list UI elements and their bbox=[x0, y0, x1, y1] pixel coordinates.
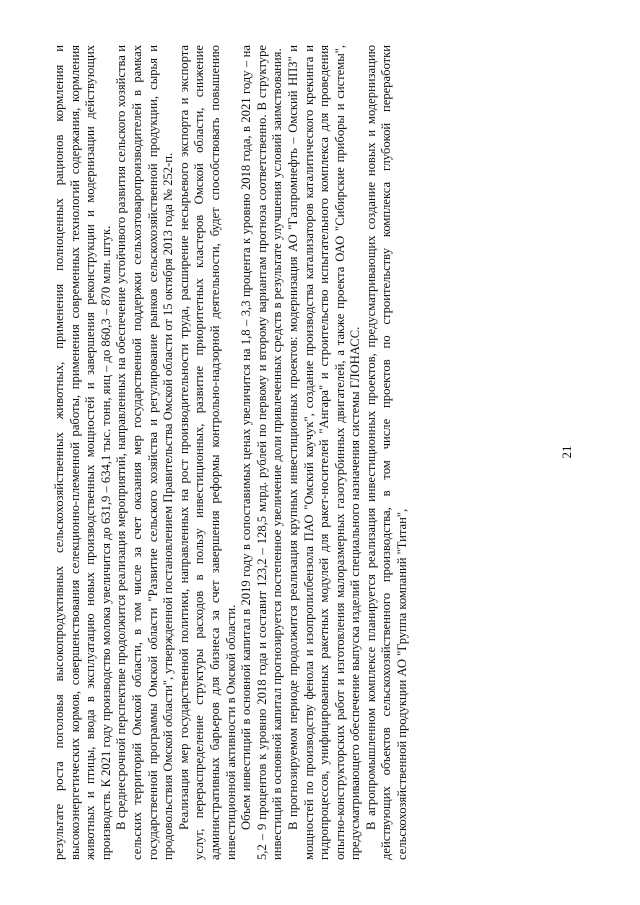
paragraph: результате роста поголовья высокопродуктивных сельскохозяйственных животных, применения полноценных рационов кормления и высокоэнергетических кормов, совершенствования селекционно-племенной работы, применения современных технологий содержания, кормления животных и птицы, ввода в эксплуатацию новых производственных мощностей и завершения реконструкции и модернизации действующих производств. К 2021 году производство молока увеличится до 631,9 – 634,1 тыс. тонн, яиц – до 860,3 – 870 млн. штук. bbox=[52, 45, 113, 860]
document-body bbox=[52, 45, 572, 860]
paragraph: В среднесрочной перспективе продолжится реализация мероприятий, направленных на обеспечение устойчивого развития сельского хозяйства и сельских территорий Омской области, в том числе за счет оказания мер государственной поддержки сельхозтоваропроизводителей в рамках государственной программы Омской области "Развитие сельского хозяйства и регулирование рынков сельскохозяйственной продукции, сырья и продовольствия Омской области", утвержденной постановлением Правительства Омской области от 15 октября 2013 года № 252-п. bbox=[114, 45, 176, 860]
paragraph: В прогнозируемом периоде продолжится реализация крупных инвестиционных проектов: модернизация АО "Газпромнефть – Омский НПЗ" и мощностей по производству фенола и изопропилбензола ПАО "Омский каучук", создание производства катализаторов каталитического крекинга и гидропроцессов, унифицированных ракетных модулей для ракет-носителей "Ангара" и строительство испытательного комплекса для проведения опытно-конструкторских работ и изготовления малоразмерных газотурбинных двигателей, а также проекта ОАО "Сибирские приборы и системы", предусматривающего обеспечение выпуска изделий специального назначения системы ГЛОНАСС. bbox=[285, 45, 363, 860]
paragraph: Объем инвестиций в основной капитал в 2019 году в сопоставимых ценах увеличится на 1,8 – 3,3 процента к уровню 2018 года, в 2021 году – на 5,2 – 9 процентов к уровню 2018 года и составит 123,2 – 128,5 млрд. рублей по первому и второму вариантам прогноза соответственно. В структуре инвестиций в основной капитал прогнозируется постепенное увеличение доли привлеченных средств в результате улучшения условий заимствования. bbox=[239, 45, 285, 860]
rotated-text-block bbox=[52, 45, 572, 860]
page-number: 21 bbox=[559, 445, 574, 459]
paragraph: Реализация мер государственной политики, направленных на рост производительности труда, расширение несырьевого экспорта и экспорта услуг, перераспределение структуры расходов в пользу инвестиционных, развитие приоритетных кластеров Омской области, снижение административных барьеров для бизнеса за счет завершения реформы контрольно-надзорной деятельности, будет способствовать повышению инвестиционной активности в Омской области. bbox=[176, 45, 238, 860]
paragraph: В агропромышленном комплексе планируется реализация инвестиционных проектов, предусматривающих создание новых и модернизацию действующих объектов сельскохозяйственного производства, в том числе проектов по строительству комплекса глубокой переработки сельскохозяйственной продукции АО "Группа компаний "Титан", bbox=[363, 45, 410, 860]
